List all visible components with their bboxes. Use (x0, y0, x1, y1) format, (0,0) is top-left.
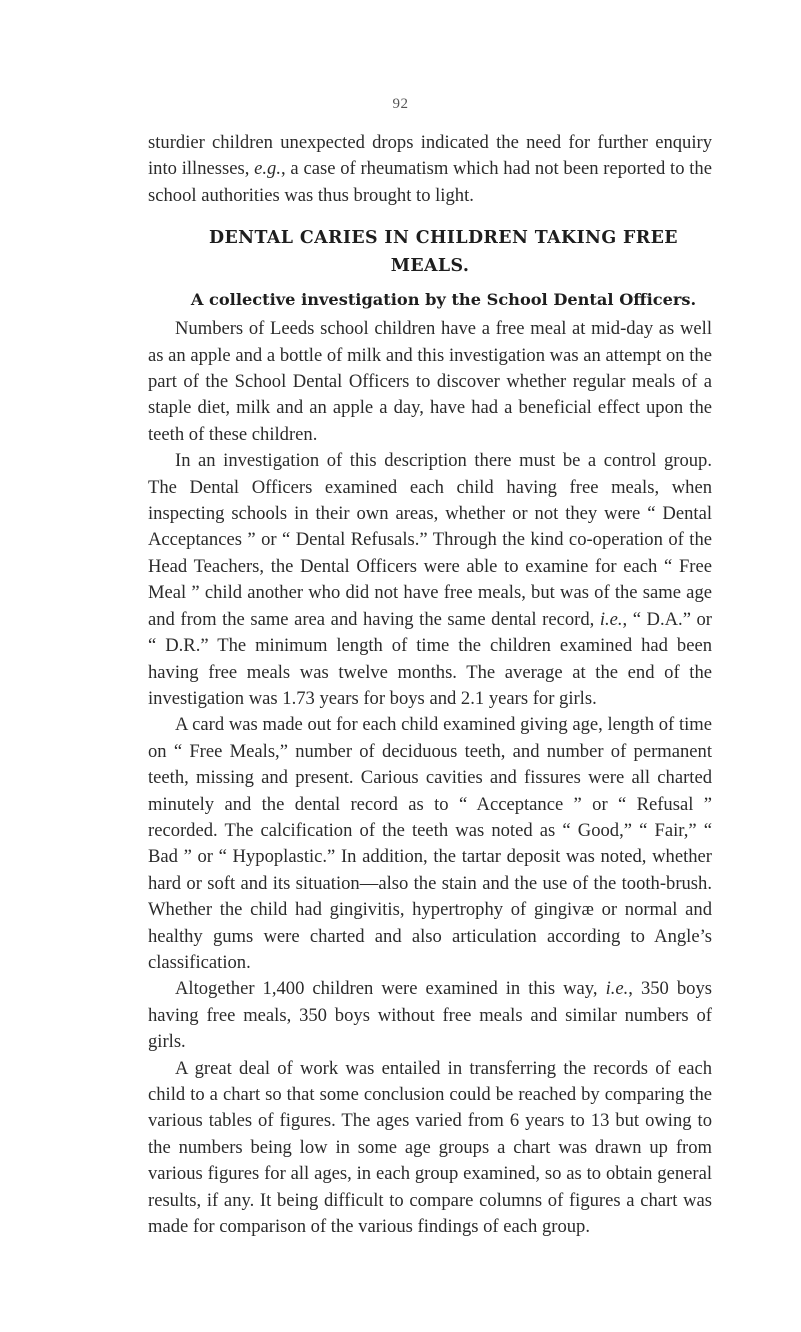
italic-abbreviation: i.e. (605, 978, 629, 1000)
paragraph-free-meals: Numbers of Leeds school children have a free meal at mid-day as well as an apple and a bottle of milk and this investigation was an attempt on the part of the School Dental Officers to discover whether regular meals of a staple diet, milk and an apple a day, have had a beneficial effect upon the teeth of these children. (148, 318, 712, 445)
paragraph-chart-comparison: A great deal of work was entailed in transferring the records of each child to a chart so that some conclusion could be reached by comparing the various tables of figures. The ages varied from 6 years to 13 but owing to the numbers being low in some age groups a chart was drawn up from various figures for all ages, in each group examined, so as to obtain general results, if any. It being difficult to compare columns of figures a chart was made for comparison of the various findings of each group. (148, 1057, 712, 1238)
section-heading: DENTAL CARIES IN CHILDREN TAKING FREE MEALS. (209, 228, 678, 277)
italic-abbreviation: i.e. (599, 608, 623, 630)
page-number: 92 (392, 96, 409, 112)
paragraph-totals: Altogether 1,400 children were examined in this way, i.e., 350 boys having free meals, 350 boys without free meals and similar numbers of girls. (148, 978, 712, 1053)
paragraph-control-group: In an investigation of this description there must be a control group. The Dental Officers examined each child having free meals, when inspecting schools in their own areas, whether or not they were “ Dental Acceptances ” or “ Dental Refusals.” Through the kind co-operation of the Head Teachers, the Dental Officers were able to examine for each “ Free Meal ” child another who did not have free meals, but was of the same age and from the same area and having the same dental record, i.e., “ D.A.” or “ D.R.” The minimum length of time the children examined had been having free meals was twelve months. The average at the end of the investigation was 1.73 years for boys and 2.1 years for girls. (148, 450, 712, 709)
italic-abbreviation: e.g. (254, 158, 281, 180)
intro-paragraph: sturdier children unexpected drops indicated the need for further enquiry into illnesses, e.g., a case of rheumatism which had not been reported to the school authorities was thus brought to light. (148, 132, 712, 206)
paragraph-record-card: A card was made out for each child examined giving age, length of time on “ Free Meals,” number of deciduous teeth, and number of permanent teeth, missing and present. Carious cavities and fissures were all charted minutely and the dental record as to “ Acceptance ” or “ Refusal ” recorded. The calcification of the teeth was noted as “ Good,” “ Fair,” “ Bad ” or “ Hypoplastic.” In addition, the tartar deposit was noted, whether hard or soft and its situation—also the stain and the use of the tooth-brush. Whether the child had gingivitis, hypertrophy of gingivæ or normal and healthy gums were charted and also articulation according to Angle’s classification. (148, 714, 712, 973)
section-subheading: A collective investigation by the School Dental Officers. (190, 290, 697, 310)
body-text (148, 130, 712, 1240)
